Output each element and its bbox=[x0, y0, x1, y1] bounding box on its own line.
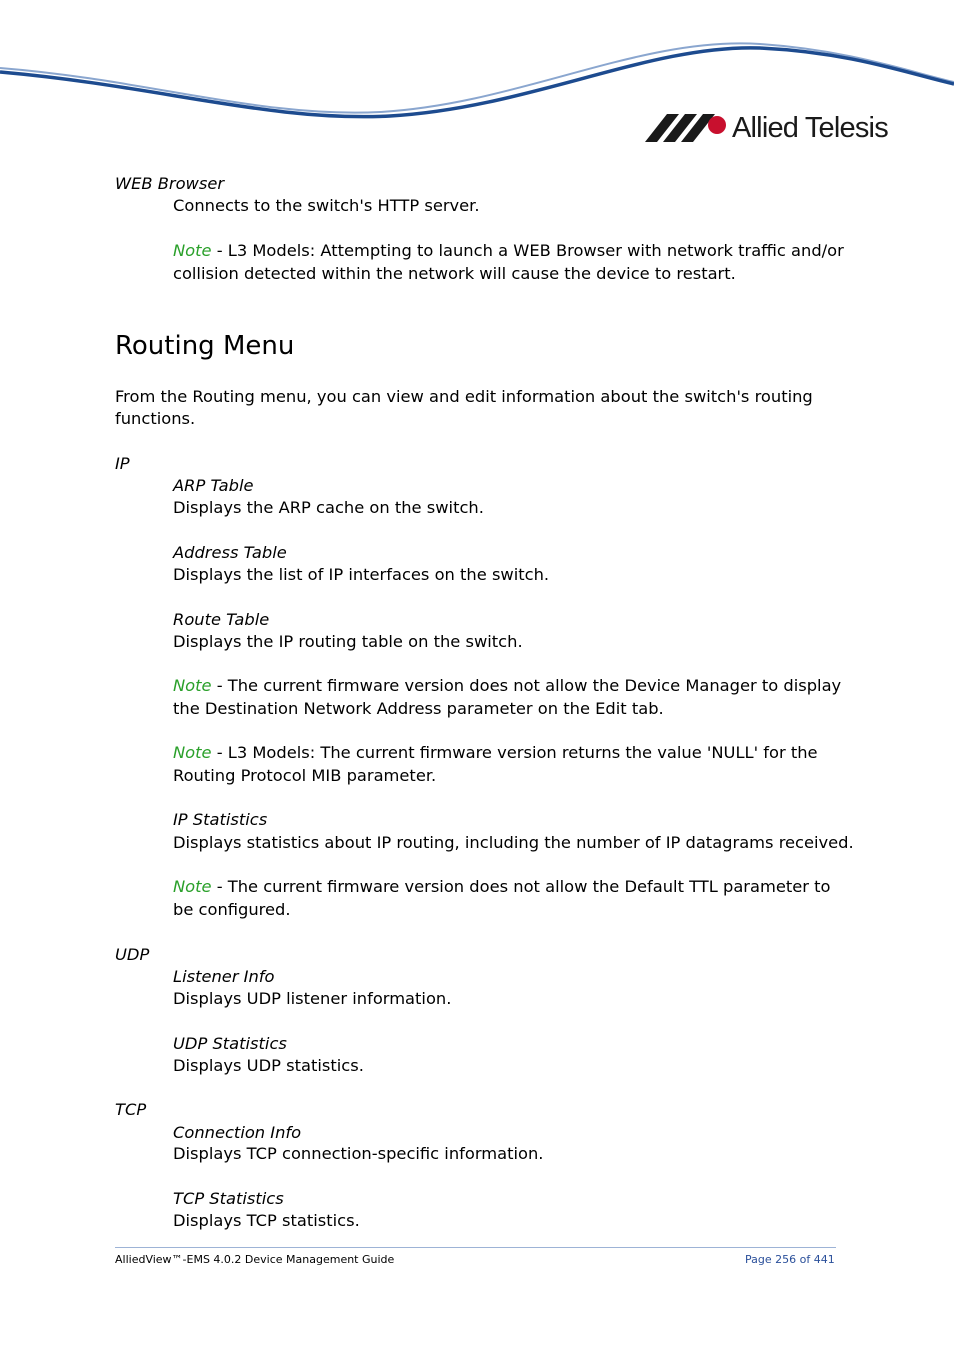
note-text: - The current firmware version does not allow the Default TTL parameter to bbox=[211, 877, 831, 896]
term-tcp-statistics: TCP Statistics bbox=[173, 1189, 284, 1208]
desc-udp-statistics: Displays UDP statistics. bbox=[173, 1056, 364, 1075]
group-ip: IP bbox=[115, 454, 130, 473]
note-ip-statistics-cont: be configured. bbox=[173, 900, 291, 919]
note-route-2-cont: Routing Protocol MIB parameter. bbox=[173, 766, 437, 785]
note-route-1 bbox=[173, 675, 841, 697]
note-web-browser bbox=[173, 240, 844, 262]
note-ip-statistics bbox=[173, 876, 830, 898]
footer-divider bbox=[115, 1247, 836, 1248]
term-connection-info: Connection Info bbox=[173, 1123, 302, 1142]
section-heading: Routing Menu bbox=[115, 331, 295, 361]
desc-listener-info: Displays UDP listener information. bbox=[173, 989, 452, 1008]
company-logo bbox=[645, 108, 888, 148]
logo-text: Allied Telesis bbox=[732, 111, 888, 144]
desc-web-browser: Connects to the switch's HTTP server. bbox=[173, 196, 480, 215]
term-route-table: Route Table bbox=[173, 610, 270, 629]
group-tcp: TCP bbox=[115, 1100, 147, 1119]
note-text: - L3 Models: The current firmware version returns the value 'NULL' for the bbox=[211, 743, 818, 762]
note-text: - The current firmware version does not allow the Device Manager to display bbox=[211, 676, 842, 695]
footer-page-number: Page 256 of 441 bbox=[745, 1253, 835, 1266]
note-label: Note bbox=[173, 241, 212, 260]
desc-address-table: Displays the list of IP interfaces on the switch. bbox=[173, 565, 550, 584]
note-route-1-cont: the Destination Network Address parameter on the Edit tab. bbox=[173, 699, 664, 718]
note-route-2 bbox=[173, 742, 818, 764]
note-label: Note bbox=[173, 676, 212, 695]
group-udp: UDP bbox=[115, 945, 150, 964]
term-listener-info: Listener Info bbox=[173, 967, 275, 986]
note-text: - L3 Models: Attempting to launch a WEB Browser with network traffic and/or bbox=[211, 241, 844, 260]
allied-telesis-logo-icon bbox=[645, 114, 727, 142]
term-web-browser: WEB Browser bbox=[115, 174, 225, 193]
term-ip-statistics: IP Statistics bbox=[173, 810, 268, 829]
term-arp-table: ARP Table bbox=[173, 476, 254, 495]
note-label: Note bbox=[173, 877, 212, 896]
desc-route-table: Displays the IP routing table on the switch. bbox=[173, 632, 523, 651]
desc-tcp-statistics: Displays TCP statistics. bbox=[173, 1211, 360, 1230]
term-address-table: Address Table bbox=[173, 543, 287, 562]
intro-line-2: functions. bbox=[115, 409, 196, 428]
intro-line-1: From the Routing menu, you can view and edit information about the switch's routing bbox=[115, 387, 813, 406]
desc-ip-statistics: Displays statistics about IP routing, including the number of IP datagrams received. bbox=[173, 833, 854, 852]
term-udp-statistics: UDP Statistics bbox=[173, 1034, 287, 1053]
footer-guide-title: AlliedView™-EMS 4.0.2 Device Management Guide bbox=[115, 1253, 395, 1266]
note-label: Note bbox=[173, 743, 212, 762]
note-web-browser-cont: collision detected within the network will cause the device to restart. bbox=[173, 264, 736, 283]
desc-arp-table: Displays the ARP cache on the switch. bbox=[173, 498, 484, 517]
desc-connection-info: Displays TCP connection-specific information. bbox=[173, 1144, 544, 1163]
